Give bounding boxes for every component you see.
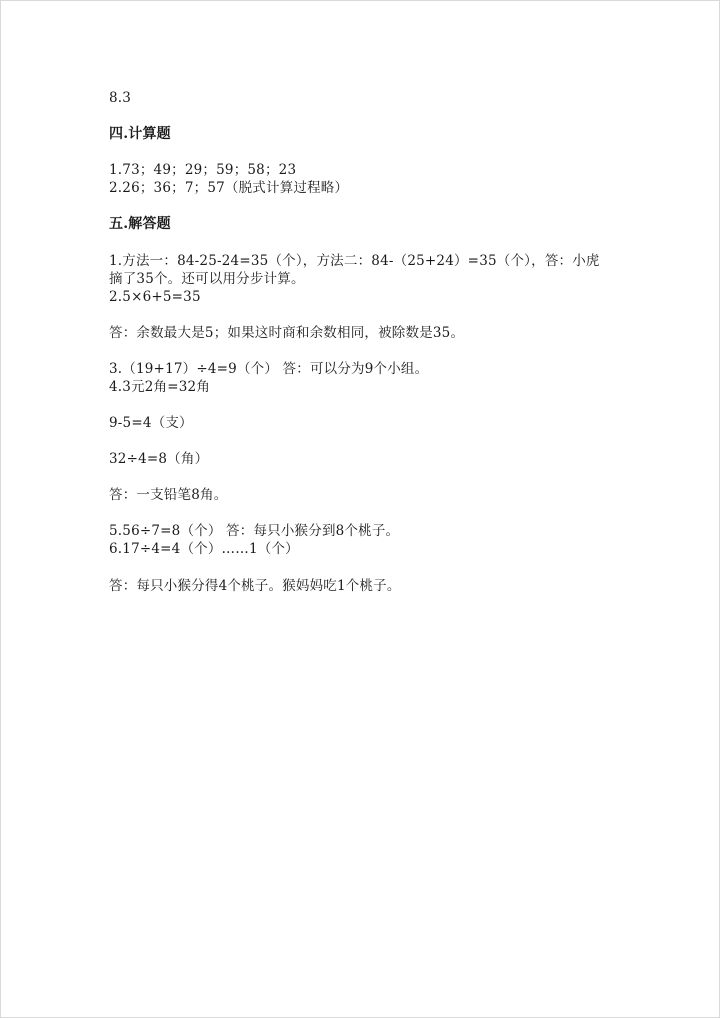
- section-5-item-2-answer: 答：余数最大是5；如果这时商和余数相同，被除数是35。: [109, 325, 465, 341]
- section-5-item-2: 2.5×6+5=35: [109, 289, 201, 305]
- section-5-item-1-line-1: 1.方法一：84-25-24=35（个），方法二：84-（25+24）=35（个），答：小虎: [109, 253, 600, 269]
- section-4-title: 四.计算题: [109, 126, 171, 142]
- section-5-item-6-answer: 答：每只小猴分得4个桃子。猴妈妈吃1个桃子。: [109, 578, 401, 594]
- section-5-title: 五.解答题: [109, 216, 171, 232]
- section-5-item-4-answer: 答：一支铅笔8角。: [109, 487, 228, 503]
- section-5-item-6: 6.17÷4=4（个）……1（个）: [109, 541, 299, 557]
- section-5-item-4-step-2: 32÷4=8（角）: [109, 451, 209, 467]
- answer-8-3: 8.3: [109, 90, 132, 106]
- section-5-item-5: 5.56÷7=8（个） 答：每只小猴分到8个桃子。: [109, 523, 400, 539]
- section-5-item-4-step-1: 9-5=4（支）: [109, 415, 193, 431]
- section-5-item-1-line-2: 摘了35个。还可以用分步计算。: [109, 271, 305, 287]
- section-5-item-3: 3.（19+17）÷4=9（个） 答：可以分为9个小组。: [109, 361, 429, 377]
- section-4-item-1: 1.73；49；29；59；58；23: [109, 162, 297, 178]
- section-4-item-2: 2.26；36；7；57（脱式计算过程略）: [109, 180, 349, 196]
- section-5-item-4: 4.3元2角=32角: [109, 379, 211, 395]
